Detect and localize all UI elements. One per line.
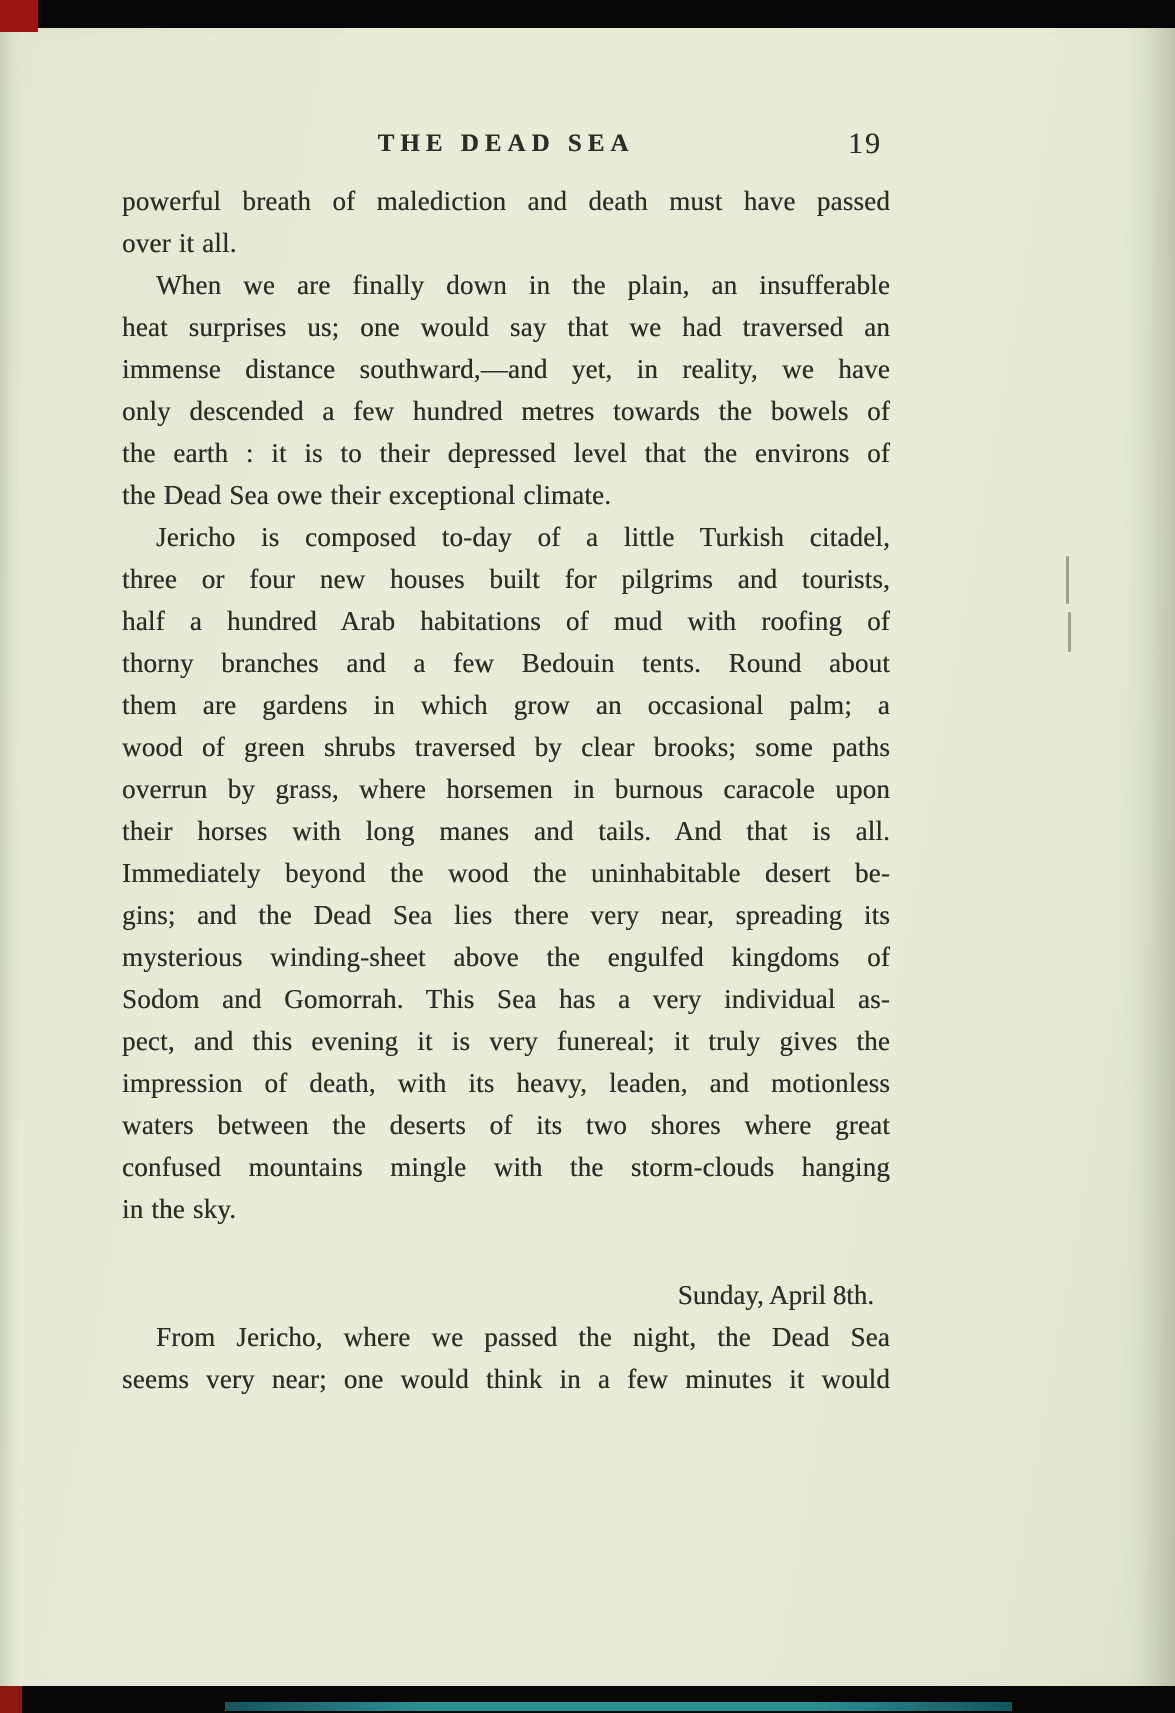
dateline: Sunday, April 8th.	[677, 1280, 874, 1310]
text-line: Sodom and Gomorrah. This Sea has a very individual as-	[122, 984, 890, 1014]
text-line: pect, and this evening it is very funereal; it truly gives the	[122, 1026, 890, 1056]
text-line: the Dead Sea owe their exceptional climate.	[122, 480, 612, 510]
page-crease-mark	[1066, 556, 1069, 604]
page-crease-mark	[1068, 612, 1071, 652]
text-line: Immediately beyond the wood the uninhabitable desert be-	[122, 858, 890, 888]
scan-edge-top	[36, 0, 1175, 28]
text-line: their horses with long manes and tails. And that is all.	[122, 816, 890, 846]
text-line: only descended a few hundred metres towards the bowels of	[122, 396, 890, 426]
scan-teal-line	[225, 1702, 1012, 1711]
text-line: immense distance southward,—and yet, in reality, we have	[122, 354, 890, 384]
scan-corner-red-top	[0, 0, 38, 32]
text-line: in the sky.	[122, 1194, 237, 1224]
page-header	[122, 124, 890, 164]
text-line: Jericho is composed to-day of a little Turkish citadel,	[156, 522, 890, 552]
paragraph	[122, 1316, 890, 1400]
text-line: From Jericho, where we passed the night, the Dead Sea	[156, 1322, 890, 1352]
text-line: confused mountains mingle with the storm-clouds hanging	[122, 1152, 890, 1182]
text-line: wood of green shrubs traversed by clear brooks; some paths	[122, 732, 890, 762]
text-line: three or four new houses built for pilgrims and tourists,	[122, 564, 890, 594]
text-line: powerful breath of malediction and death must have passed	[122, 186, 890, 216]
paragraph	[122, 264, 890, 516]
text-line: over it all.	[122, 228, 237, 258]
paragraph	[122, 516, 890, 1230]
paragraph	[122, 180, 890, 264]
text-line: gins; and the Dead Sea lies there very near, spreading its	[122, 900, 890, 930]
text-line: When we are finally down in the plain, an insufferable	[156, 270, 890, 300]
text-line: mysterious winding-sheet above the engulfed kingdoms of	[122, 942, 890, 972]
page-content	[122, 124, 890, 1400]
text-block	[122, 180, 890, 1400]
scan-corner-red-bottom	[0, 1686, 22, 1713]
text-line: the earth : it is to their depressed level that the environs of	[122, 438, 890, 468]
text-line: seems very near; one would think in a few minutes it would	[122, 1364, 890, 1394]
text-line: impression of death, with its heavy, leaden, and motionless	[122, 1068, 890, 1098]
text-line: waters between the deserts of its two shores where great	[122, 1110, 890, 1140]
running-title: THE DEAD SEA	[377, 130, 635, 157]
text-line: overrun by grass, where horsemen in burnous caracole upon	[122, 774, 890, 804]
text-line: half a hundred Arab habitations of mud with roofing of	[122, 606, 890, 636]
text-line: them are gardens in which grow an occasional palm; a	[122, 690, 890, 720]
page-number: 19	[848, 127, 882, 160]
text-line: thorny branches and a few Bedouin tents. Round about	[122, 648, 890, 678]
text-line: heat surprises us; one would say that we had traversed an	[122, 312, 890, 342]
